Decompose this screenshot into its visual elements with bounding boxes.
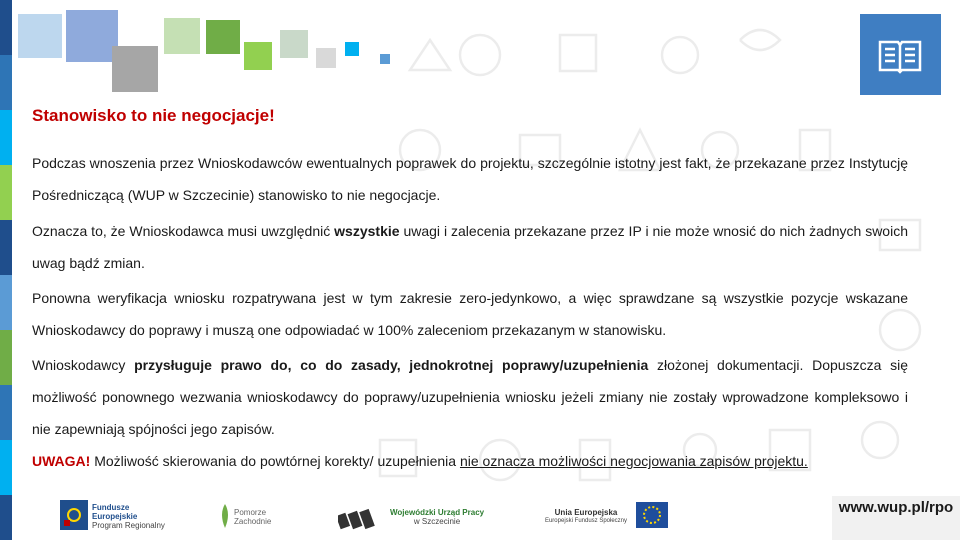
paragraph-4: Wnioskodawcy przysługuje prawo do, co do zasady, jednokrotnej poprawy/uzupełnienia złożonej dokumentacji. Dopuszcza się możliwość ponownego wezwania wnioskodawcy do poprawy/uzupełnienia wniosku jeżeli zmiany nie zostały wprowadzone kompleksowo i nie zapewniają spójności jego zapisów. [32, 357, 908, 437]
warning-label: UWAGA! [32, 453, 91, 469]
warning-underlined: nie oznacza możliwości negocjowania zapisów projektu. [459, 453, 808, 469]
book-icon [860, 14, 941, 95]
paragraph-1: Podczas wnoszenia przez Wnioskodawców ewentualnych poprawek do projektu, szczególnie istotny jest fakt, że przekazane przez Instytucję Pośredniczącą (WUP w Szczecinie) stanowisko to nie negocjacje. [32, 155, 908, 203]
eu-flag-icon [636, 502, 668, 528]
paragraph-3: Ponowna weryfikacja wniosku rozpatrywana jest w tym zakresie zero-jedynkowo, a więc sprawdzane są wszystkie pozycje wskazane Wnioskodawcy do poprawy i muszą one odpowiadać w 100% zaleceniom przekazanym w stanowisku. [32, 290, 908, 338]
page-title: Stanowisko to nie negocjacje! [32, 106, 275, 125]
paragraph-2: Oznacza to, że Wnioskodawca musi uwzględnić wszystkie uwagi i zalecenia przekazane przez IP i nie może wnosić do nich żadnych swoich uwag bądź zmian. [32, 223, 908, 271]
website-link[interactable]: www.wup.pl/rpo [832, 496, 960, 540]
wup-emblem-icon [338, 502, 386, 530]
paragraph-5-warning: UWAGA! Możliwość skierowania do powtórnej korekty/ uzupełnienia nie oznacza możliwości negocjowania zapisów projektu. [32, 453, 808, 469]
leaf-icon [218, 502, 232, 530]
fe-emblem-icon [60, 500, 88, 530]
